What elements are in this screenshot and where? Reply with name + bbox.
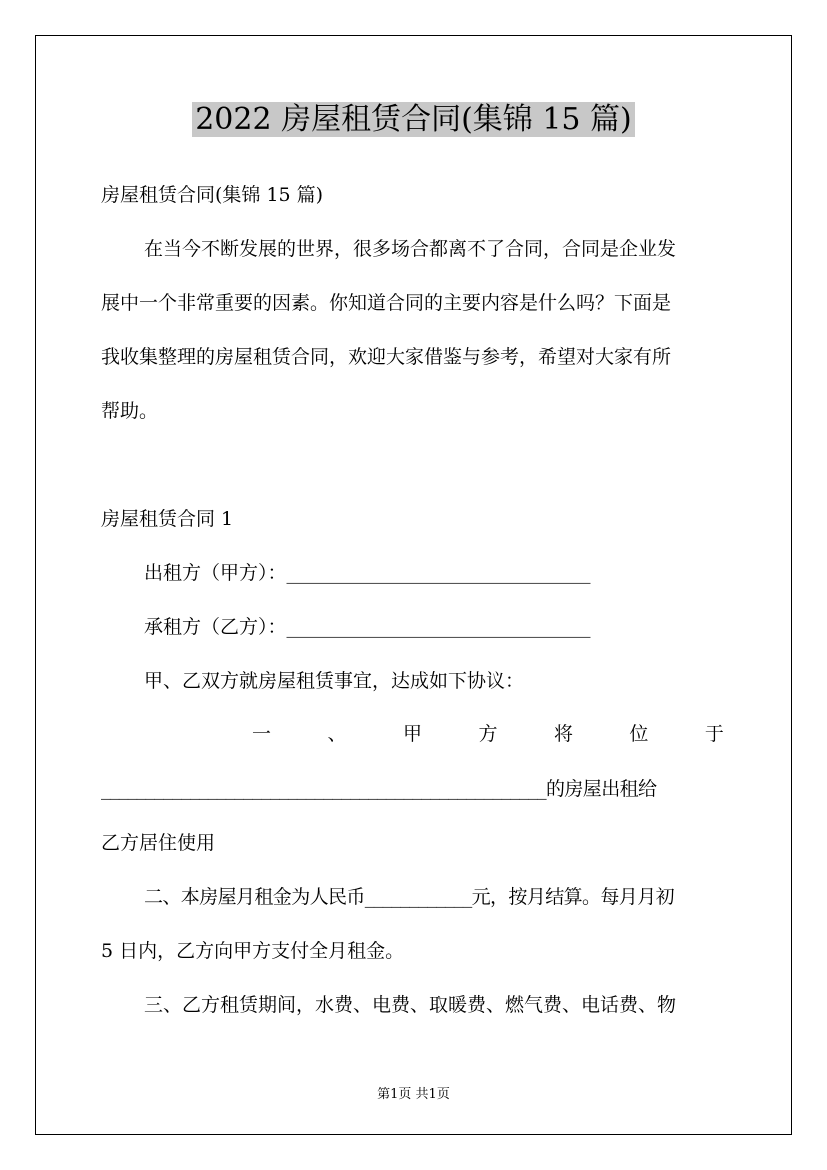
clause-3-line-1: 三、乙方租赁期间，水费、电费、取暖费、燃气费、电话费、物	[144, 994, 677, 1016]
clause-1-line-2: __________________________________________________的房屋出租给	[101, 778, 657, 800]
page-footer: 第1页 共1页	[377, 1087, 450, 1102]
section-title: 房屋租赁合同 1	[101, 508, 234, 530]
clause-1-line-1	[252, 722, 724, 746]
clause-1-char: 、	[327, 723, 347, 745]
document-subtitle: 房屋租赁合同(集锦 15 篇)	[101, 184, 324, 206]
clause-1-line-3: 乙方居住使用	[101, 832, 216, 854]
intro-line-2: 展中一个非常重要的因素。你知道合同的主要内容是什么吗？下面是	[101, 292, 672, 314]
clause-1-char: 于	[704, 723, 724, 745]
clause-1-char: 位	[629, 723, 649, 745]
document-title	[0, 100, 827, 140]
clause-1-char: 方	[478, 723, 498, 745]
clause-1-char: 一	[252, 723, 272, 745]
lessor-field: 出租方（甲方）：________________________________	[144, 562, 591, 584]
clause-1-char: 甲	[402, 723, 422, 745]
agreement-line: 甲、乙双方就房屋租赁事宜，达成如下协议：	[144, 670, 525, 692]
intro-line-1: 在当今不断发展的世界，很多场合都离不了合同，合同是企业发	[144, 238, 677, 260]
intro-line-4: 帮助。	[101, 400, 159, 422]
intro-line-3: 我收集整理的房屋租赁合同，欢迎大家借鉴与参考，希望对大家有所	[101, 346, 672, 368]
clause-2-line-1: 二、本房屋月租金为人民币____________元，按月结算。每月月初	[144, 886, 675, 908]
lessee-field: 承租方（乙方）：________________________________	[144, 616, 591, 638]
clause-1-char: 将	[553, 723, 573, 745]
document-title-text: 2022 房屋租赁合同(集锦 15 篇)	[192, 102, 635, 137]
clause-2-line-2: 5 日内，乙方向甲方支付全月租金。	[101, 940, 405, 962]
